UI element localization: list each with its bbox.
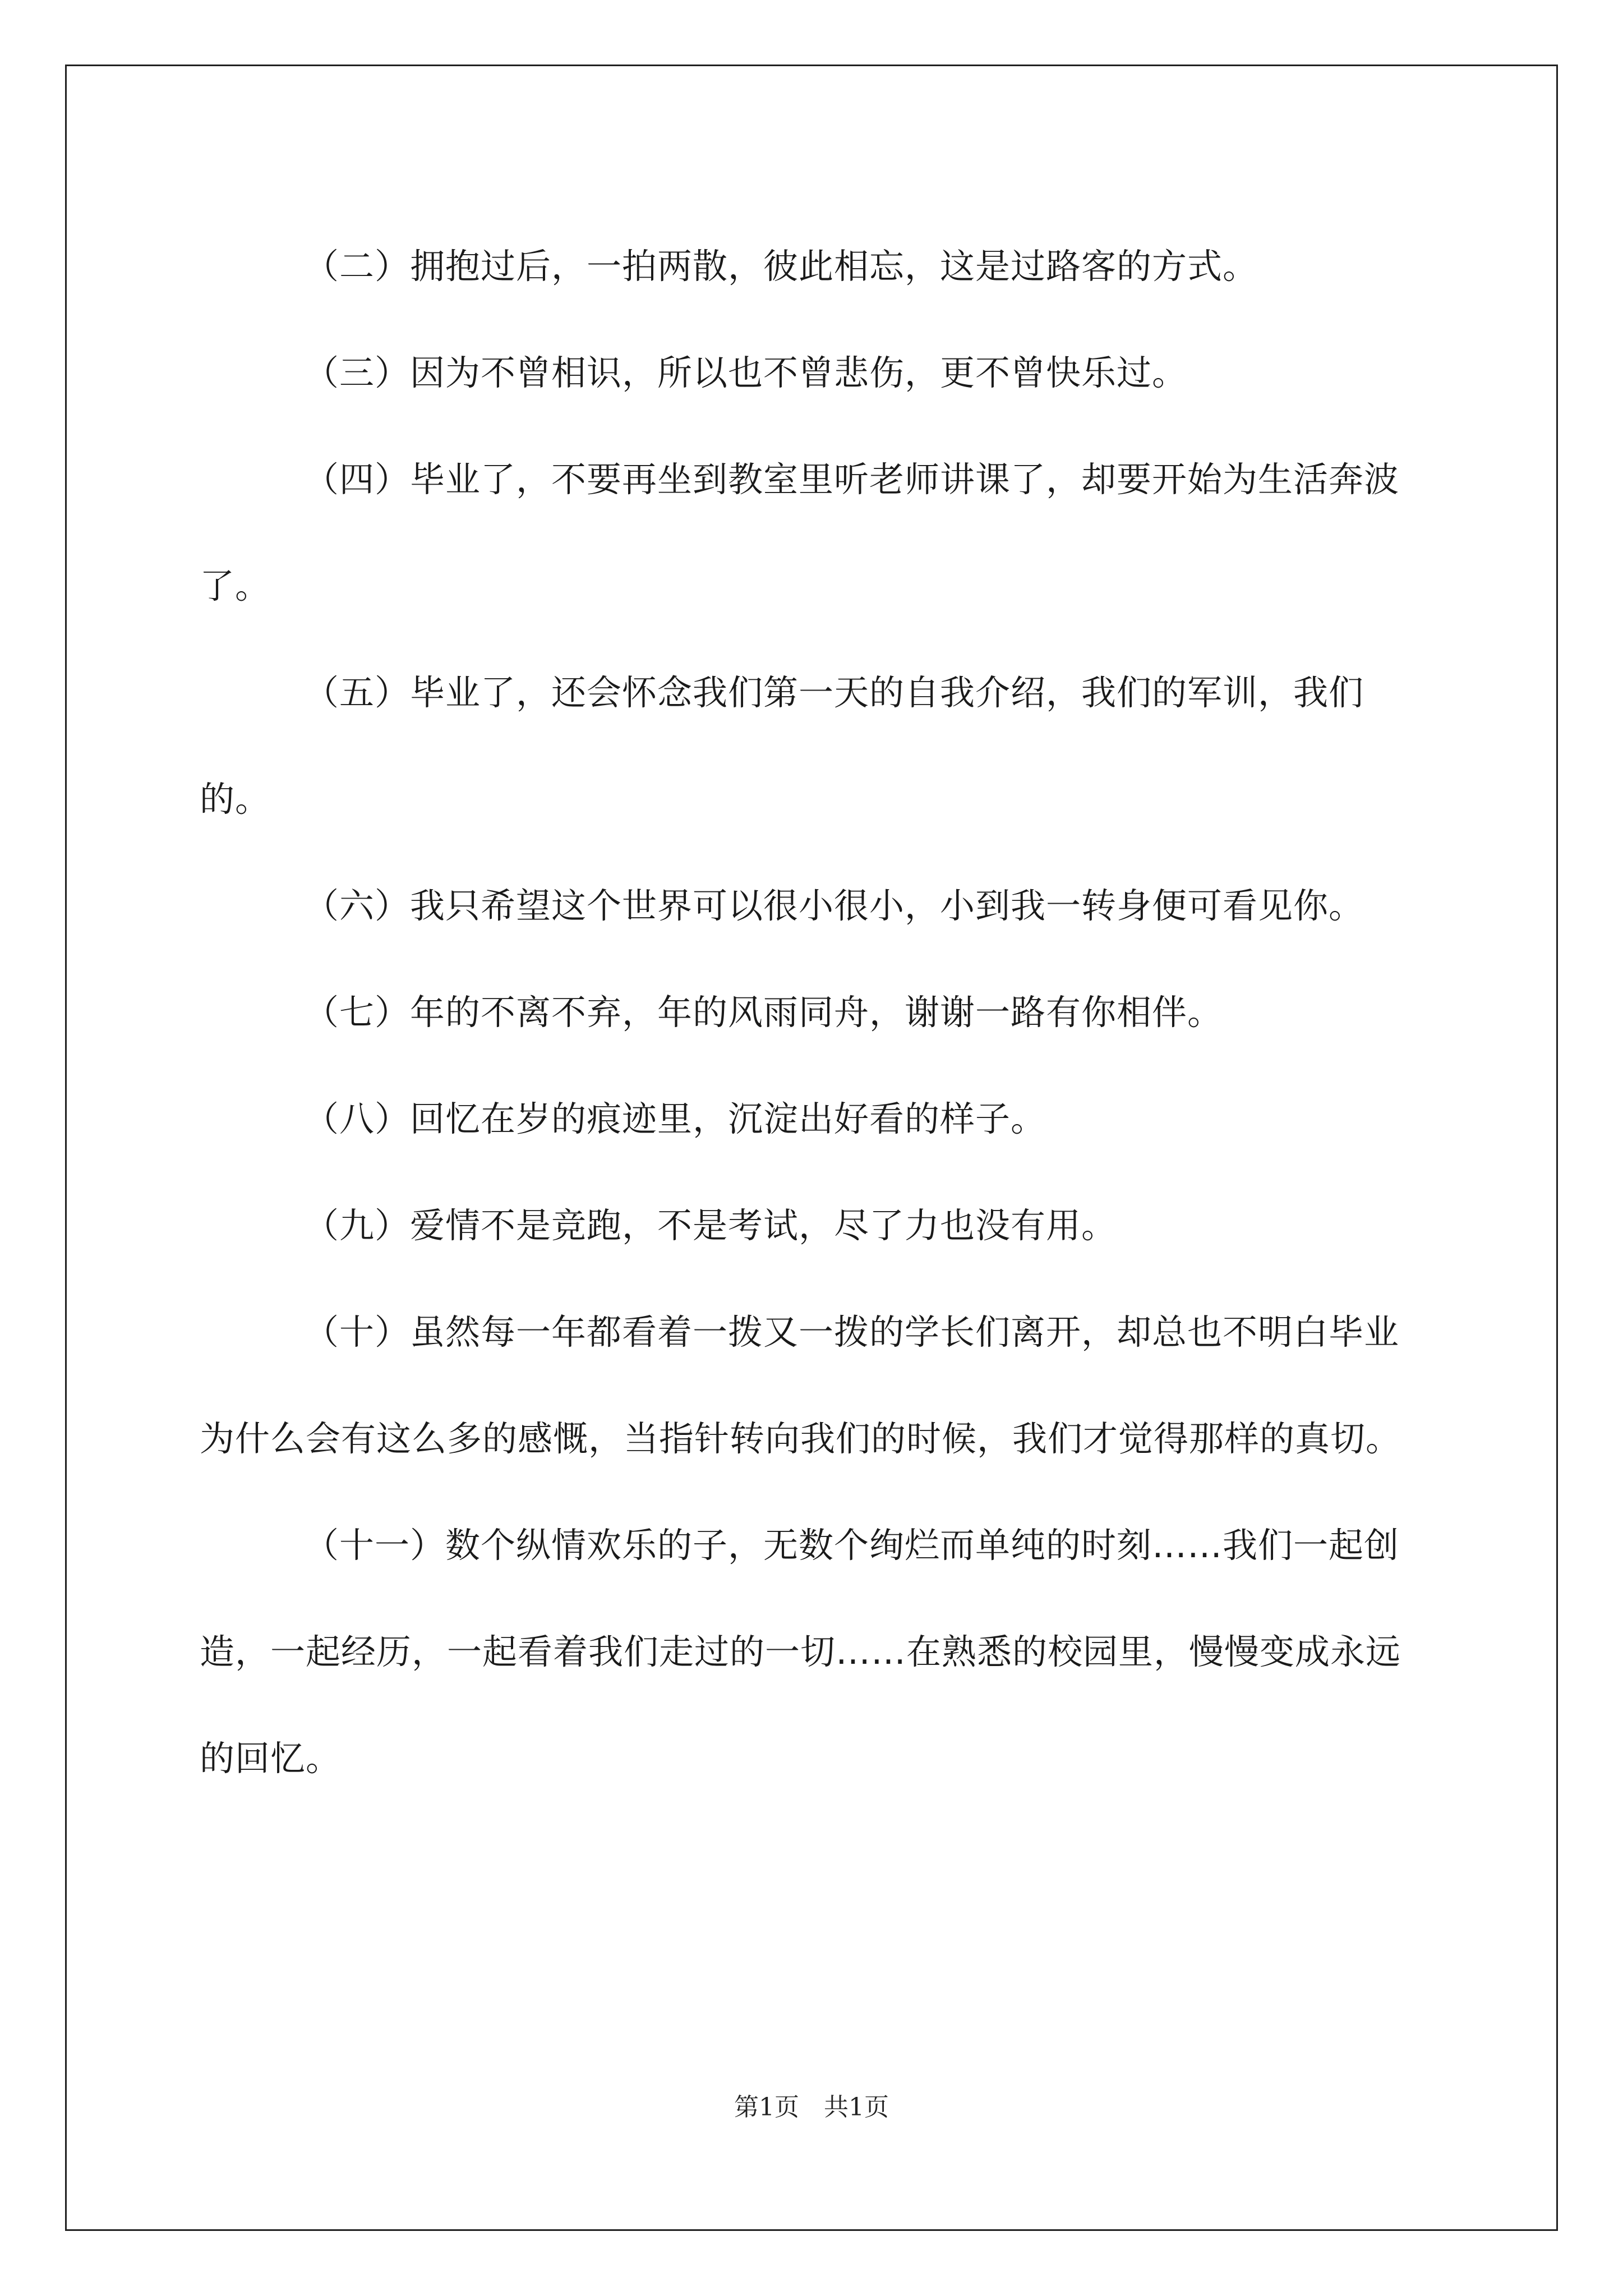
paragraph-4: （四）毕业了，不要再坐到教室里听老师讲课了，却要开始为生活奔波了。 (200, 459, 1400, 606)
paragraph-6: （六）我只希望这个世界可以很小很小，小到我一转身便可看见你。 (304, 885, 1364, 926)
paragraph-9: （九）爱情不是竞跑，不是考试，尽了力也没有用。 (304, 1205, 1117, 1246)
paragraph-11: （十一）数个纵情欢乐的子，无数个绚烂而单纯的时刻……我们一起创造，一起经历，一起看着我们走过的一切……在熟悉的校园里，慢慢变成永远的回忆。 (200, 1525, 1401, 1779)
paragraph-5: （五）毕业了，还会怀念我们第一天的自我介绍，我们的军训，我们的。 (200, 672, 1364, 820)
document-body (200, 213, 1433, 1812)
paragraph-8: （八）回忆在岁的痕迹里，沉淀出好看的样子。 (304, 1098, 1046, 1139)
paragraph-3: （三）因为不曾相识，所以也不曾悲伤，更不曾快乐过。 (304, 352, 1188, 393)
paragraph-10: （十）虽然每一年都看着一拨又一拨的学长们离开，却总也不明白毕业为什么会有这么多的感慨，当指针转向我们的时候，我们才觉得那样的真切。 (200, 1312, 1401, 1459)
paragraph-7: （七）年的不离不弃，年的风雨同舟，谢谢一路有你相伴。 (304, 992, 1223, 1033)
paragraph-2: （二）拥抱过后，一拍两散，彼此相忘，这是过路客的方式。 (304, 246, 1258, 287)
page-number-footer: 第1页 共1页 (734, 2093, 889, 2122)
